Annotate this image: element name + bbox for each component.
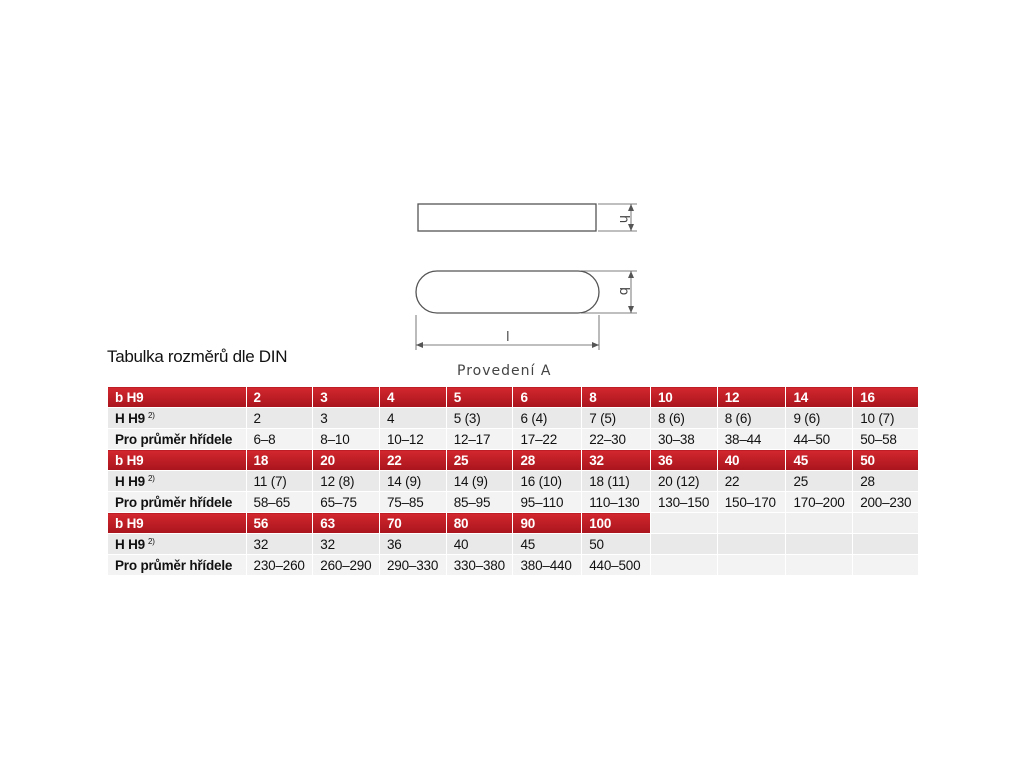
table-cell: 45	[786, 450, 853, 471]
table-cell: 32	[246, 534, 313, 555]
table-cell: 12 (8)	[313, 471, 380, 492]
table-row-h-row	[108, 408, 919, 429]
table-cell: 380–440	[513, 555, 582, 576]
table-row-shaft-row	[108, 492, 919, 513]
key-top-view	[416, 271, 599, 313]
row-label-text: Pro průměr hřídele	[115, 494, 233, 510]
table-cell: 20 (12)	[650, 471, 717, 492]
table-cell: 25	[446, 450, 513, 471]
table-cell	[853, 555, 919, 576]
table-cell	[786, 534, 853, 555]
dim-h-label: h	[616, 215, 631, 224]
table-cell: 130–150	[650, 492, 717, 513]
table-row-shaft-row	[108, 555, 919, 576]
table-cell: 16 (10)	[513, 471, 582, 492]
table-row-b-row	[108, 450, 919, 471]
table-row-b-row	[108, 387, 919, 408]
table-cell: 36	[650, 450, 717, 471]
table-cell	[786, 555, 853, 576]
row-label-shaft-row	[108, 429, 247, 450]
table-cell: 17–22	[513, 429, 582, 450]
table-cell: 5 (3)	[446, 408, 513, 429]
table-cell: 56	[246, 513, 313, 534]
row-label-shaft-row	[108, 492, 247, 513]
row-label-b-row	[108, 387, 247, 408]
table-cell: 95–110	[513, 492, 582, 513]
table-cell	[717, 534, 786, 555]
row-label-b-row	[108, 513, 247, 534]
table-cell	[650, 555, 717, 576]
table-row-b-row	[108, 513, 919, 534]
table-cell: 25	[786, 471, 853, 492]
table-cell	[853, 534, 919, 555]
table-cell: 440–500	[582, 555, 651, 576]
table-cell: 5	[446, 387, 513, 408]
table-cell: 44–50	[786, 429, 853, 450]
table-cell: 8 (6)	[650, 408, 717, 429]
table-cell	[717, 513, 786, 534]
table-cell	[650, 513, 717, 534]
table-cell: 150–170	[717, 492, 786, 513]
table-cell: 22	[717, 471, 786, 492]
table-cell: 10 (7)	[853, 408, 919, 429]
table-cell: 16	[853, 387, 919, 408]
table-cell: 28	[513, 450, 582, 471]
table-cell: 230–260	[246, 555, 313, 576]
table-cell: 40	[446, 534, 513, 555]
table-cell: 50	[582, 534, 651, 555]
table-cell: 10	[650, 387, 717, 408]
table-cell: 290–330	[380, 555, 447, 576]
dim-l-label: l	[506, 330, 510, 345]
table-cell: 11 (7)	[246, 471, 313, 492]
table-cell	[786, 513, 853, 534]
dim-b-label: b	[616, 287, 631, 296]
row-label-shaft-row	[108, 555, 247, 576]
table-cell: 30–38	[650, 429, 717, 450]
table-cell: 70	[380, 513, 447, 534]
row-label-text: H H9	[115, 410, 145, 426]
table-cell: 75–85	[380, 492, 447, 513]
row-label-text: b H9	[115, 515, 144, 531]
table-cell: 58–65	[246, 492, 313, 513]
table-cell: 85–95	[446, 492, 513, 513]
row-label-text: b H9	[115, 452, 144, 468]
table-cell: 2	[246, 387, 313, 408]
table-cell: 110–130	[582, 492, 651, 513]
table-cell: 22–30	[582, 429, 651, 450]
table-cell: 8–10	[313, 429, 380, 450]
table-cell: 50	[853, 450, 919, 471]
table-cell: 14 (9)	[446, 471, 513, 492]
table-cell: 12	[717, 387, 786, 408]
table-cell: 90	[513, 513, 582, 534]
table-cell: 18	[246, 450, 313, 471]
table-cell: 6–8	[246, 429, 313, 450]
table-cell: 4	[380, 387, 447, 408]
footnote-marker: 2)	[147, 473, 155, 483]
row-label-h-row	[108, 408, 247, 429]
table-cell: 28	[853, 471, 919, 492]
table-cell: 200–230	[853, 492, 919, 513]
table-cell	[853, 513, 919, 534]
table-cell: 10–12	[380, 429, 447, 450]
row-label-h-row	[108, 534, 247, 555]
table-cell: 32	[582, 450, 651, 471]
table-cell: 9 (6)	[786, 408, 853, 429]
key-drawing	[405, 195, 645, 380]
table-cell: 18 (11)	[582, 471, 651, 492]
row-label-b-row	[108, 450, 247, 471]
table-cell: 2	[246, 408, 313, 429]
table-cell: 8 (6)	[717, 408, 786, 429]
row-label-text: Pro průměr hřídele	[115, 431, 233, 447]
table-cell: 32	[313, 534, 380, 555]
footnote-marker: 2)	[147, 536, 155, 546]
table-cell: 45	[513, 534, 582, 555]
row-label-text: Pro průměr hřídele	[115, 557, 233, 573]
table-cell: 4	[380, 408, 447, 429]
table-cell: 7 (5)	[582, 408, 651, 429]
table-cell: 80	[446, 513, 513, 534]
table-row-shaft-row	[108, 429, 919, 450]
table-cell: 22	[380, 450, 447, 471]
table-cell: 20	[313, 450, 380, 471]
footnote-marker: 2)	[147, 410, 155, 420]
table-row-h-row	[108, 534, 919, 555]
table-cell: 330–380	[446, 555, 513, 576]
table-cell: 3	[313, 387, 380, 408]
table-cell: 12–17	[446, 429, 513, 450]
table-cell: 6	[513, 387, 582, 408]
table-cell: 8	[582, 387, 651, 408]
table-cell: 65–75	[313, 492, 380, 513]
table-cell: 63	[313, 513, 380, 534]
table-cell: 14	[786, 387, 853, 408]
table-row-h-row	[108, 471, 919, 492]
row-label-text: H H9	[115, 536, 145, 552]
table-cell: 260–290	[313, 555, 380, 576]
key-side-view	[418, 204, 596, 231]
table-cell	[650, 534, 717, 555]
table-cell	[717, 555, 786, 576]
table-cell: 36	[380, 534, 447, 555]
dimension-table-body	[108, 387, 919, 576]
row-label-h-row	[108, 471, 247, 492]
table-cell: 50–58	[853, 429, 919, 450]
table-cell: 6 (4)	[513, 408, 582, 429]
table-cell: 14 (9)	[380, 471, 447, 492]
table-cell: 40	[717, 450, 786, 471]
table-cell: 3	[313, 408, 380, 429]
table-caption: Tabulka rozměrů dle DIN	[107, 347, 288, 366]
row-label-text: H H9	[115, 473, 145, 489]
table-cell: 38–44	[717, 429, 786, 450]
table-cell: 170–200	[786, 492, 853, 513]
table-cell: 100	[582, 513, 651, 534]
row-label-text: b H9	[115, 389, 144, 405]
variant-label: Provedení A	[457, 363, 552, 379]
dimension-table	[107, 386, 919, 576]
